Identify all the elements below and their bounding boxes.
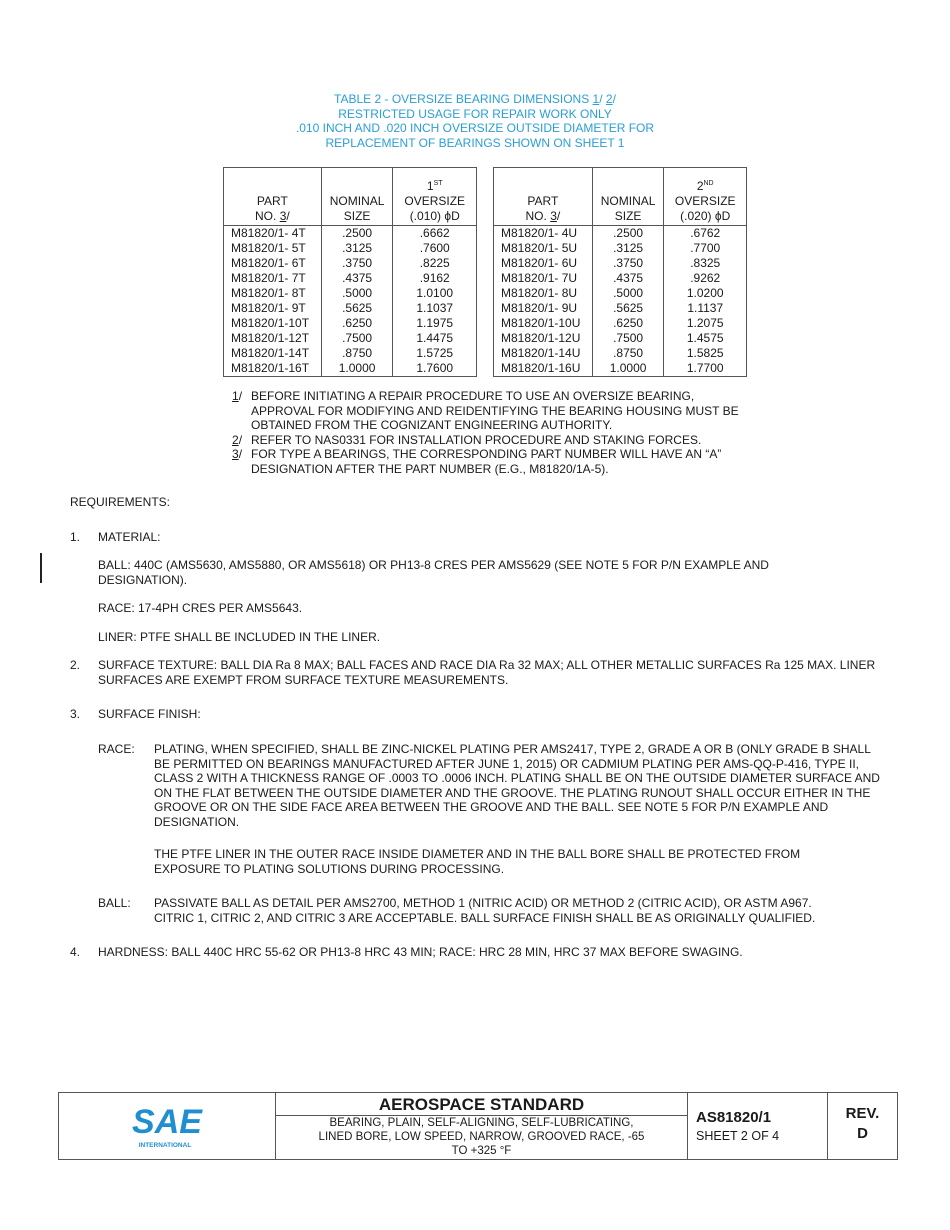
- table-row: [494, 331, 747, 346]
- standard-title-cell: [276, 1093, 688, 1159]
- req-4-text: HARDNESS: BALL 440C HRC 55-62 OR PH13-8 HRC 43 MIN; RACE: HRC 28 MIN, HRC 37 MAX BEFORE SWAGING.: [98, 945, 743, 959]
- standard-title: AEROSPACE STANDARD: [276, 1095, 687, 1116]
- table-header-row: [224, 168, 477, 226]
- table-row: [224, 346, 477, 361]
- part-number-cell: M81820/1- 4T: [224, 226, 322, 242]
- doc-number-cell: [688, 1093, 828, 1159]
- table-title-line-4: REPLACEMENT OF BEARINGS SHOWN ON SHEET 1: [325, 135, 625, 150]
- oversize-diameter-cell: .8325: [664, 256, 747, 271]
- table-row: [494, 286, 747, 301]
- nominal-size-cell: .3750: [321, 256, 393, 271]
- revision-change-bar: [40, 553, 42, 583]
- nominal-size-cell: 1.0000: [592, 361, 664, 377]
- nominal-size-cell: .3125: [321, 241, 393, 256]
- part-number-cell: M81820/1- 8T: [224, 286, 322, 301]
- oversize-diameter-cell: 1.1037: [393, 301, 477, 316]
- footnote-ref-3: 3: [550, 209, 557, 223]
- note-2: 2/ REFER TO NAS0331 FOR INSTALLATION PROCEDURE AND STAKING FORCES.: [232, 432, 702, 447]
- nominal-size-cell: .2500: [592, 226, 664, 242]
- oversize-diameter-cell: .7600: [393, 241, 477, 256]
- req-1-race: RACE: 17-4PH CRES PER AMS5643.: [98, 601, 303, 615]
- part-number-cell: M81820/1-12T: [224, 331, 322, 346]
- nominal-size-cell: .7500: [592, 331, 664, 346]
- nominal-size-cell: 1.0000: [321, 361, 393, 377]
- part-number-cell: M81820/1-10T: [224, 316, 322, 331]
- oversize-diameter-cell: 1.1975: [393, 316, 477, 331]
- nominal-size-cell: .6250: [592, 316, 664, 331]
- header-nominal-size: NOMINAL SIZE: [592, 168, 664, 226]
- nominal-size-cell: .5000: [592, 286, 664, 301]
- nominal-size-cell: .3125: [592, 241, 664, 256]
- part-number-cell: M81820/1- 9T: [224, 301, 322, 316]
- revision-cell: [828, 1093, 897, 1159]
- req-1-ball: BALL: 440C (AMS5630, AMS5880, OR AMS5618) OR PH13-8 CRES PER AMS5629 (SEE NOTE 5 FOR P/N EXAMPLE AND DESIGNATION).: [98, 558, 769, 587]
- req-3-ball-text: PASSIVATE BALL AS DETAIL PER AMS2700, METHOD 1 (NITRIC ACID) OR METHOD 2 (CITRIC ACID), OR ASTM A967. CITRIC 1, CITRIC 2, AND CITRIC 3 ARE ACCEPTABLE. BALL SURFACE FINISH SHALL BE AS ORIGINALLY QUALIFIED.: [154, 896, 816, 925]
- oversize-diameter-cell: 1.4575: [664, 331, 747, 346]
- header-oversize: 1ST OVERSIZE (.010) ϕD: [393, 168, 477, 226]
- footnote-ref-1: 1: [592, 92, 600, 106]
- oversize-diameter-cell: .8225: [393, 256, 477, 271]
- sae-logo: [59, 1093, 275, 1159]
- table-title-line-2: RESTRICTED USAGE FOR REPAIR WORK ONLY: [338, 106, 612, 121]
- nominal-size-cell: .6250: [321, 316, 393, 331]
- oversize-diameter-cell: 1.7700: [664, 361, 747, 377]
- part-number-cell: M81820/1-16U: [494, 361, 593, 377]
- req-1-liner: LINER: PTFE SHALL BE INCLUDED IN THE LINER.: [98, 630, 381, 644]
- revision-value: D: [857, 1125, 868, 1142]
- second-oversize-table: [493, 167, 747, 377]
- part-number-cell: M81820/1- 7T: [224, 271, 322, 286]
- footnote-slash: /: [612, 92, 616, 106]
- nominal-size-cell: .8750: [592, 346, 664, 361]
- standard-subtitle: BEARING, PLAIN, SELF-ALIGNING, SELF-LUBRICATING, LINED BORE, LOW SPEED, NARROW, GROOVED RACE, -65 TO +325 °F: [318, 1117, 645, 1157]
- oversize-diameter-cell: .9262: [664, 271, 747, 286]
- req-4-number: 4.: [70, 945, 81, 959]
- nominal-size-cell: .3750: [592, 256, 664, 271]
- req-2-text: SURFACE TEXTURE: BALL DIA Ra 8 MAX; BALL FACES AND RACE DIA Ra 32 MAX; ALL OTHER METALLIC SURFACES Ra 125 MAX. LINER SURFACES ARE EXEMPT FROM SURFACE TEXTURE MEASUREMENTS.: [98, 658, 876, 687]
- oversize-diameter-cell: .6762: [664, 226, 747, 242]
- req-3-race-label: RACE:: [98, 742, 135, 756]
- sae-logo-subtext: INTERNATIONAL: [138, 1142, 192, 1149]
- oversize-diameter-cell: 1.5825: [664, 346, 747, 361]
- req-1-title: MATERIAL:: [98, 530, 161, 544]
- part-number-cell: M81820/1-16T: [224, 361, 322, 377]
- table-row: [494, 256, 747, 271]
- oversize-diameter-cell: .9162: [393, 271, 477, 286]
- first-oversize-table: [223, 167, 477, 377]
- table-row: [494, 361, 747, 377]
- oversize-diameter-cell: 1.0200: [664, 286, 747, 301]
- footnote-ref-2: 2: [605, 92, 613, 106]
- req-3-number: 3.: [70, 707, 81, 721]
- part-number-cell: M81820/1-14T: [224, 346, 322, 361]
- table-row: [224, 241, 477, 256]
- table-header-row: [494, 168, 747, 226]
- table-row: [224, 361, 477, 377]
- nominal-size-cell: .7500: [321, 331, 393, 346]
- req-3-ball-label: BALL:: [98, 896, 131, 910]
- sheet-number: SHEET 2 OF 4: [696, 1129, 780, 1143]
- nominal-size-cell: .5625: [592, 301, 664, 316]
- part-number-cell: M81820/1- 8U: [494, 286, 593, 301]
- table-row: [224, 286, 477, 301]
- header-part-no: PART NO. 3/: [224, 168, 322, 226]
- table-title: [0, 92, 950, 150]
- part-number-cell: M81820/1- 7U: [494, 271, 593, 286]
- header-part-no: PART NO. 3/: [494, 168, 593, 226]
- nominal-size-cell: .5000: [321, 286, 393, 301]
- req-3-race-text-2: THE PTFE LINER IN THE OUTER RACE INSIDE DIAMETER AND IN THE BALL BORE SHALL BE PROTECTED FROM EXPOSURE TO PLATING SOLUTIONS DURING PROCESSING.: [154, 847, 801, 876]
- table-row: [224, 316, 477, 331]
- part-number-cell: M81820/1- 4U: [494, 226, 593, 242]
- part-number-cell: M81820/1-10U: [494, 316, 593, 331]
- oversize-diameter-cell: .6662: [393, 226, 477, 242]
- part-number-cell: M81820/1-12U: [494, 331, 593, 346]
- nominal-size-cell: .4375: [592, 271, 664, 286]
- table-notes: [232, 389, 751, 476]
- table-row: [494, 241, 747, 256]
- req-3-race-text: PLATING, WHEN SPECIFIED, SHALL BE ZINC-NICKEL PLATING PER AMS2417, TYPE 2, GRADE A OR B (ONLY GRADE B SHALL BE PERMITTED ON BEARINGS MANUFACTURED AFTER JUNE 1, 2015) OR CADMIUM PLATING PER AMS-QQ-P-416, TYPE II, CLASS 2 WITH A THICKNESS RANGE OF .0003 TO .0006 INCH. PLATING SHALL BE ON THE OUTSIDE DIAMETER SURFACE AND ON THE FLAT BETWEEN THE OUTSIDE DIAMETER AND THE GROOVE. THE PLATING RUNOUT SHALL OCCUR EITHER IN THE GROOVE OR ON THE SIDE FACE AREA BETWEEN THE GROOVE AND THE BALL. SEE NOTE 5 FOR P/N EXAMPLE AND DESIGNATION.: [154, 742, 880, 829]
- nominal-size-cell: .5625: [321, 301, 393, 316]
- oversize-diameter-cell: 1.5725: [393, 346, 477, 361]
- table-row: [224, 331, 477, 346]
- req-1-number: 1.: [70, 530, 81, 544]
- oversize-diameter-cell: .7700: [664, 241, 747, 256]
- part-number-cell: M81820/1- 9U: [494, 301, 593, 316]
- table-row: [224, 226, 477, 242]
- sae-logo-text: SAE: [132, 1103, 202, 1141]
- nominal-size-cell: .4375: [321, 271, 393, 286]
- part-number-cell: M81820/1- 6U: [494, 256, 593, 271]
- table-row: [494, 226, 747, 242]
- footnote-slash: /: [599, 92, 606, 106]
- table-row: [494, 346, 747, 361]
- nominal-size-cell: .2500: [321, 226, 393, 242]
- note-1: 1/ BEFORE INITIATING A REPAIR PROCEDURE TO USE AN OVERSIZE BEARING, APPROVAL FOR MODIFYING AND REIDENTIFYING THE BEARING HOUSING MUST BE OBTAINED FROM THE COGNIZANT ENGINEERING AUTHORITY.: [232, 389, 739, 432]
- doc-number: AS81820/1: [696, 1109, 772, 1126]
- part-number-cell: M81820/1- 5T: [224, 241, 322, 256]
- header-oversize: 2ND OVERSIZE (.020) ϕD: [664, 168, 747, 226]
- oversize-diameter-cell: 1.1137: [664, 301, 747, 316]
- revision-label: REV.: [845, 1105, 880, 1122]
- req-2-number: 2.: [70, 658, 81, 672]
- part-number-cell: M81820/1- 6T: [224, 256, 322, 271]
- logo-cell: [59, 1093, 276, 1159]
- nominal-size-cell: .8750: [321, 346, 393, 361]
- footnote-ref-3: 3: [279, 209, 287, 223]
- table-title-line-3: .010 INCH AND .020 INCH OVERSIZE OUTSIDE DIAMETER FOR: [295, 121, 655, 135]
- oversize-diameter-cell: 1.7600: [393, 361, 477, 377]
- table-row: [224, 256, 477, 271]
- note-3: 3/ FOR TYPE A BEARINGS, THE CORRESPONDING PART NUMBER WILL HAVE AN “A” DESIGNATION AFTER THE PART NUMBER (E.G., M81820/1A-5).: [232, 447, 722, 476]
- table-row: [224, 301, 477, 316]
- requirements-heading: REQUIREMENTS:: [70, 495, 171, 509]
- part-number-cell: M81820/1-14U: [494, 346, 593, 361]
- oversize-diameter-cell: 1.4475: [393, 331, 477, 346]
- table-row: [494, 271, 747, 286]
- oversize-diameter-cell: 1.2075: [664, 316, 747, 331]
- req-3-title: SURFACE FINISH:: [98, 707, 201, 721]
- table-title-line-1: TABLE 2 - OVERSIZE BEARING DIMENSIONS: [334, 92, 593, 106]
- header-nominal-size: NOMINAL SIZE: [321, 168, 393, 226]
- title-block: [58, 1092, 898, 1160]
- table-row: [224, 271, 477, 286]
- oversize-diameter-cell: 1.0100: [393, 286, 477, 301]
- table-row: [494, 316, 747, 331]
- part-number-cell: M81820/1- 5U: [494, 241, 593, 256]
- table-row: [494, 301, 747, 316]
